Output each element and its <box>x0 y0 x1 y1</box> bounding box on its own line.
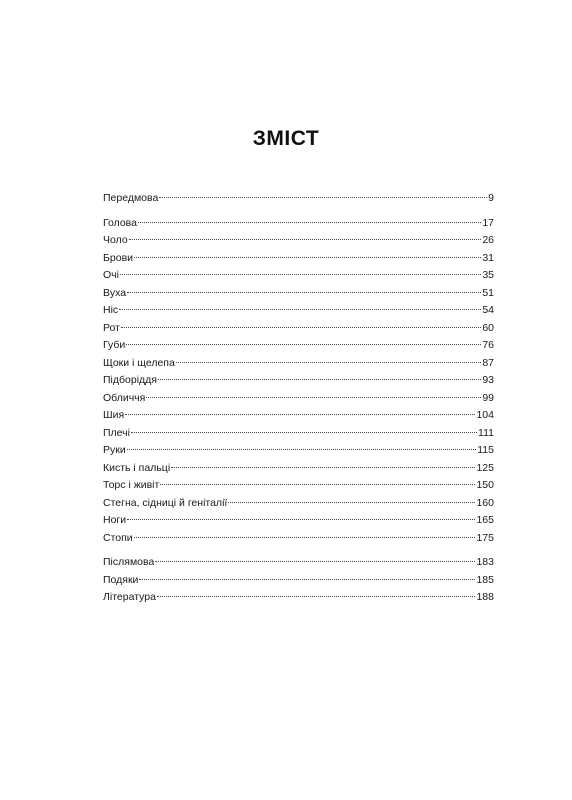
toc-entry-label: Підборіддя <box>103 374 157 386</box>
toc-entry-label: Руки <box>103 444 126 456</box>
toc-dot-leader <box>176 362 481 363</box>
toc-entry-page-number: 150 <box>476 479 494 491</box>
toc-dot-leader <box>129 239 482 240</box>
toc-dot-leader <box>120 274 481 275</box>
toc-entry-page-number: 160 <box>476 496 494 509</box>
toc-dot-leader <box>134 537 476 538</box>
toc-dot-leader <box>155 561 475 562</box>
toc-dot-leader <box>126 344 481 345</box>
toc-entry-label: Губи <box>103 339 126 351</box>
toc-entry <box>103 530 494 548</box>
toc-entry-page-number: 165 <box>476 514 494 526</box>
toc-entry-page-number: 76 <box>482 339 494 351</box>
toc-entry-page-number: 175 <box>476 531 494 544</box>
toc-dot-leader <box>228 502 475 503</box>
toc-entry-label: Стопи <box>103 531 133 544</box>
toc-entry-page-number: 125 <box>476 461 494 474</box>
toc-entry <box>103 477 494 495</box>
toc-entry <box>103 190 494 208</box>
toc-entry <box>103 572 494 590</box>
toc-dot-leader <box>159 197 487 198</box>
toc-dot-leader <box>125 414 475 415</box>
toc-entry <box>103 512 494 530</box>
toc-entry <box>103 407 494 425</box>
toc-entry <box>103 589 494 607</box>
toc-entry-label: Шия <box>103 409 125 421</box>
toc-entry-label: Голова <box>103 216 137 229</box>
toc-entry <box>103 495 494 513</box>
toc-entry <box>103 250 494 268</box>
toc-dot-leader <box>160 484 475 485</box>
toc-entry-page-number: 60 <box>482 321 494 334</box>
toc-entry <box>103 285 494 303</box>
toc-entry-page-number: 115 <box>477 444 494 456</box>
toc-entry <box>103 372 494 390</box>
toc-entry-page-number: 188 <box>476 591 494 603</box>
toc-dot-leader <box>134 257 481 258</box>
toc-entry <box>103 232 494 250</box>
toc-entry <box>103 320 494 338</box>
toc-dot-leader <box>146 397 481 398</box>
toc-entry <box>103 267 494 285</box>
toc-entry-page-number: 54 <box>482 304 494 316</box>
toc-entry-page-number: 104 <box>476 409 494 421</box>
toc-entry-label: Вуха <box>103 286 127 299</box>
toc-entry-label: Подяки <box>103 573 139 586</box>
toc-dot-leader <box>127 449 477 450</box>
toc-entry-label: Очі <box>103 269 119 281</box>
toc-dot-leader <box>138 222 481 223</box>
toc-dot-leader <box>139 579 475 580</box>
toc-entry-page-number: 17 <box>482 216 494 229</box>
toc-group <box>103 215 494 548</box>
toc-entry-label: Ноги <box>103 514 127 526</box>
toc-dot-leader <box>131 432 477 433</box>
toc-entry <box>103 355 494 373</box>
toc-entry-label: Чоло <box>103 234 128 246</box>
toc-entry-page-number: 99 <box>482 391 494 404</box>
toc-entry-label: Торс і живіт <box>103 479 160 491</box>
toc-entry <box>103 215 494 233</box>
toc-entry-page-number: 87 <box>482 356 494 369</box>
toc-group <box>103 554 494 607</box>
toc-entry <box>103 460 494 478</box>
toc-group <box>103 190 494 208</box>
toc-entry <box>103 337 494 355</box>
toc-entry <box>103 425 494 443</box>
toc-entry <box>103 390 494 408</box>
toc-entry-page-number: 183 <box>476 556 494 568</box>
toc-entry-page-number: 26 <box>482 234 494 246</box>
toc-entry-label: Рот <box>103 321 120 334</box>
toc-entry-page-number: 35 <box>482 269 494 281</box>
toc-entry-label: Література <box>103 591 156 603</box>
toc-dot-leader <box>121 327 481 328</box>
toc-entry-label: Стегна, сідниці й геніталії <box>103 496 228 509</box>
toc-entry-label: Щоки і щелепа <box>103 356 175 369</box>
toc-entry-label: Післямова <box>103 556 155 568</box>
toc-dot-leader <box>119 309 481 310</box>
toc-entry-page-number: 51 <box>482 286 494 299</box>
toc-entry <box>103 302 494 320</box>
toc-entry-label: Плечі <box>103 426 130 439</box>
table-of-contents <box>103 190 494 607</box>
toc-dot-leader <box>171 467 475 468</box>
toc-entry-label: Кисть і пальці <box>103 461 171 474</box>
toc-entry-label: Брови <box>103 251 134 264</box>
toc-entry-label: Обличчя <box>103 391 146 404</box>
toc-entry-page-number: 9 <box>488 192 494 204</box>
toc-dot-leader <box>157 596 476 597</box>
toc-entry-page-number: 185 <box>476 573 494 586</box>
toc-entry <box>103 442 494 460</box>
toc-entry-page-number: 111 <box>478 426 494 439</box>
toc-dot-leader <box>127 292 481 293</box>
toc-entry <box>103 554 494 572</box>
toc-entry-label: Ніс <box>103 304 119 316</box>
toc-entry-page-number: 31 <box>482 251 494 264</box>
page-title: ЗМІСТ <box>252 127 320 150</box>
toc-dot-leader <box>127 519 475 520</box>
toc-entry-label: Передмова <box>103 192 159 204</box>
toc-dot-leader <box>158 379 481 380</box>
toc-entry-page-number: 93 <box>482 374 494 386</box>
